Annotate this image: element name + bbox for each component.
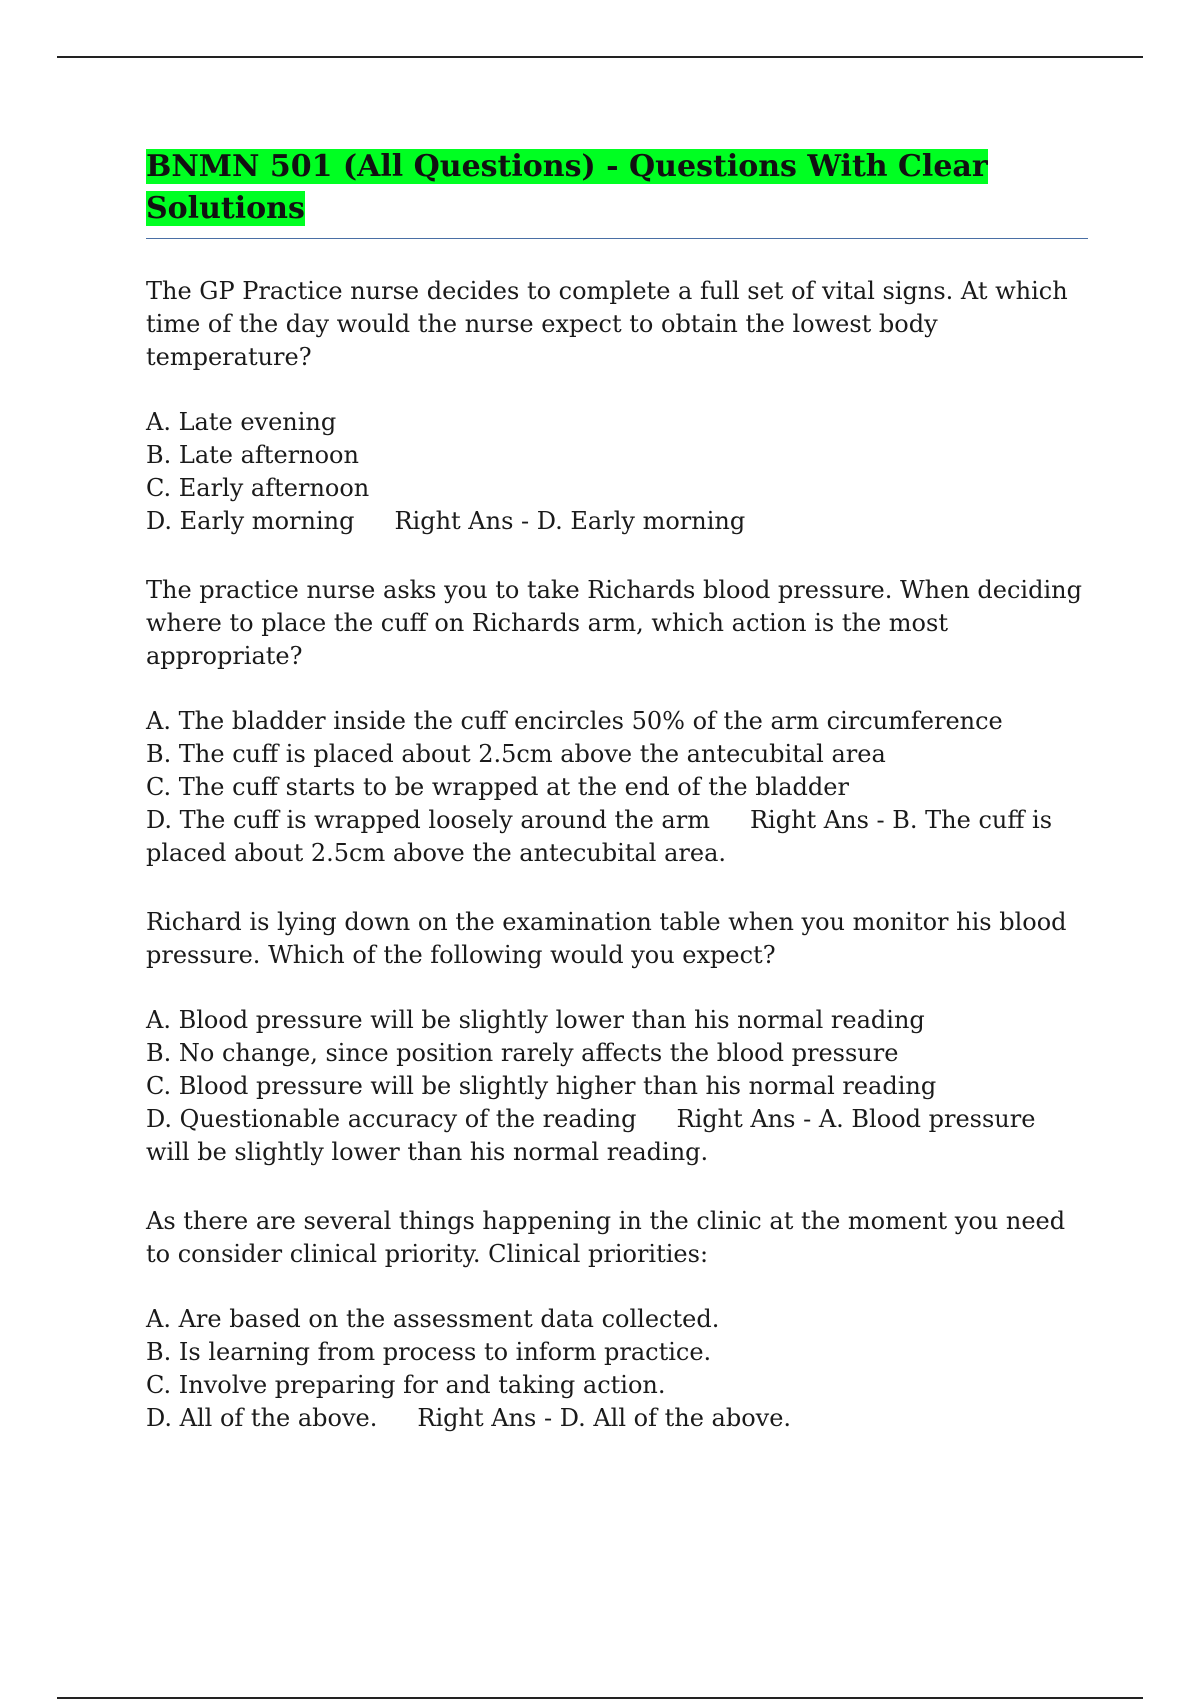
answer-text: Right Ans - D. All of the above.: [417, 1404, 792, 1432]
question-prompt: Richard is lying down on the examination table when you monitor his blood pressure. Which of the following would you expect?: [146, 908, 1067, 969]
option-b: B. The cuff is placed about 2.5cm above the antecubital area: [146, 740, 886, 768]
question-block-1: [146, 275, 1086, 538]
option-d: D. Early morning: [146, 507, 355, 535]
document-title: [146, 146, 1086, 230]
options-list: [146, 1004, 1086, 1169]
option-b: B. No change, since position rarely affects the blood pressure: [146, 1039, 899, 1067]
option-c: C. Blood pressure will be slightly higher than his normal reading: [146, 1072, 937, 1100]
question-block-2: [146, 574, 1086, 870]
options-list: [146, 705, 1086, 870]
options-list: [146, 406, 1086, 538]
question-prompt: The practice nurse asks you to take Richards blood pressure. When deciding where to place the cuff on Richards arm, which action is the most appropriate?: [146, 576, 1082, 670]
option-a: A. Are based on the assessment data collected.: [146, 1305, 720, 1333]
option-c: C. Involve preparing for and taking action.: [146, 1371, 666, 1399]
option-d: D. The cuff is wrapped loosely around the arm: [146, 806, 710, 834]
option-c: C. The cuff starts to be wrapped at the end of the bladder: [146, 773, 849, 801]
question-prompt: The GP Practice nurse decides to complete a full set of vital signs. At which time of the day would the nurse expect to obtain the lowest body temperature?: [146, 277, 1068, 371]
option-d: D. Questionable accuracy of the reading: [146, 1105, 637, 1133]
option-b: B. Late afternoon: [146, 441, 359, 469]
footer-rule: [57, 1697, 1143, 1699]
option-a: A. Blood pressure will be slightly lower than his normal reading: [146, 1006, 925, 1034]
title-underline: [146, 238, 1088, 239]
options-list: [146, 1303, 1086, 1435]
question-block-4: [146, 1205, 1086, 1435]
answer-text: Right Ans - D. Early morning: [394, 507, 746, 535]
option-d: D. All of the above.: [146, 1404, 378, 1432]
document-body: [146, 146, 1086, 1435]
question-prompt: As there are several things happening in the clinic at the moment you need to consider clinical priority. Clinical priorities:: [146, 1207, 1066, 1268]
option-a: A. Late evening: [146, 408, 337, 436]
answer-text: Right Ans - A. Blood pressure will be slightly lower than his normal reading.: [146, 1105, 1036, 1166]
option-a: A. The bladder inside the cuff encircles 50% of the arm circumference: [146, 707, 1003, 735]
option-c: C. Early afternoon: [146, 474, 370, 502]
header-rule: [57, 56, 1143, 58]
option-b: B. Is learning from process to inform practice.: [146, 1338, 712, 1366]
question-block-3: [146, 906, 1086, 1169]
title-highlight: BNMN 501 (All Questions) - Questions With Clear Solutions: [146, 149, 988, 226]
answer-text: Right Ans - B. The cuff is placed about 2.5cm above the antecubital area.: [146, 806, 1053, 867]
